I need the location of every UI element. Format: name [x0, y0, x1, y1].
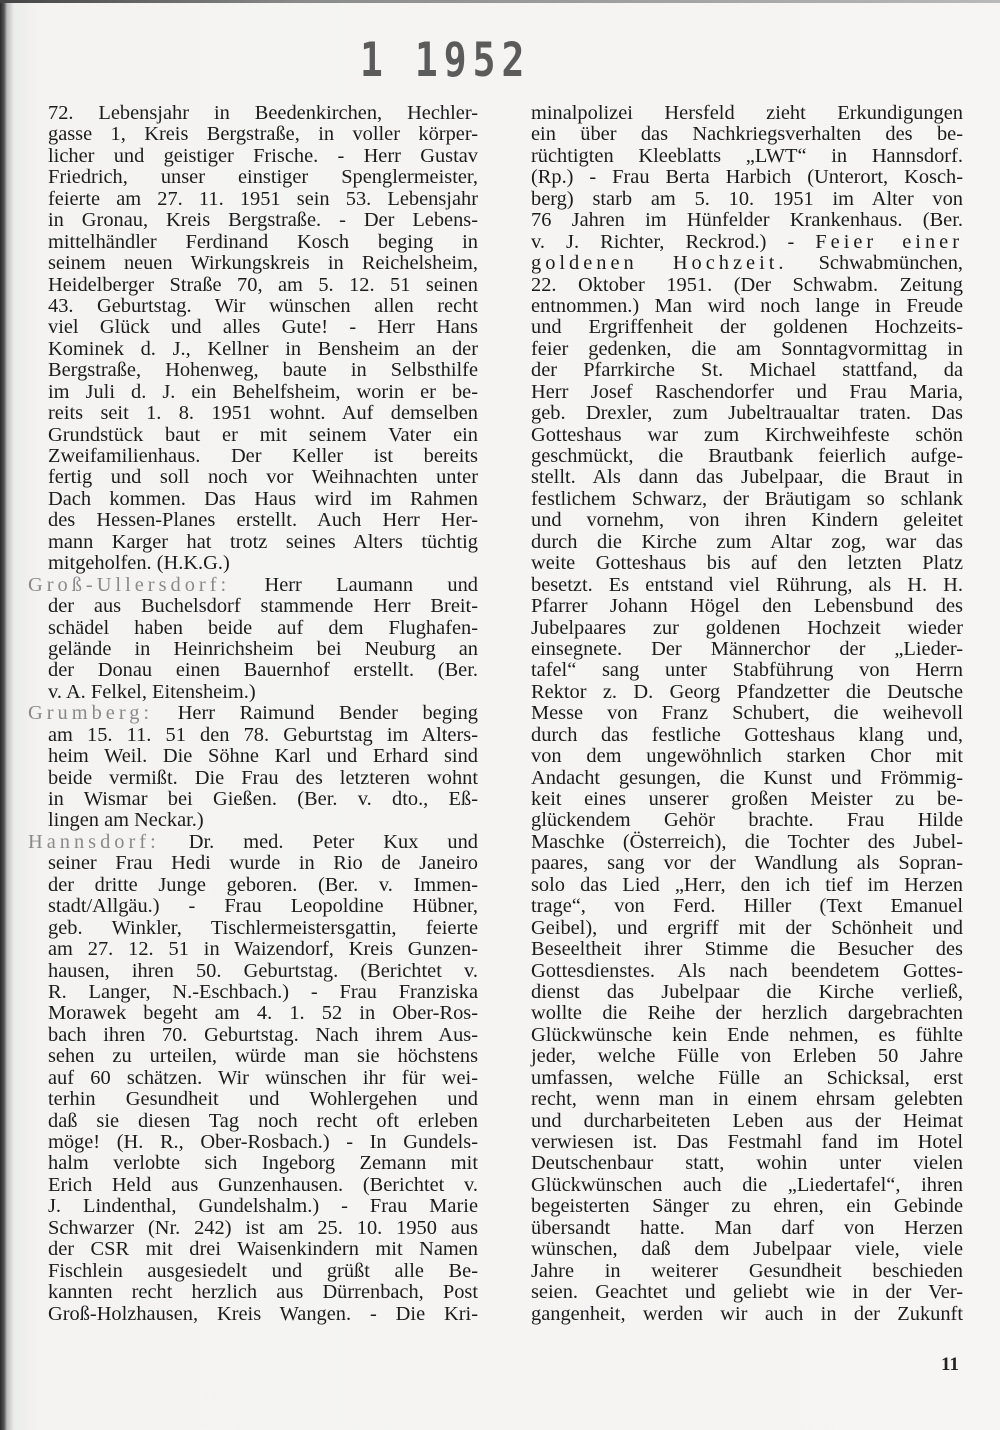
text-line: Groß-Holzhausen, Kreis Wangen. - Die Kri- [48, 1302, 478, 1325]
text-line: seien. Geachtet und geliebt wie in der Ver- [531, 1281, 963, 1304]
text-line: 72. Lebensjahr in Beedenkirchen, Hechler- [48, 102, 478, 124]
text-line: (Rp.) - Frau Berta Harbich (Unterort, Kosch- [531, 166, 963, 189]
entry-text: Herr Laumann und [264, 573, 478, 596]
text-line: kannten recht herzlich aus Dürrenbach, Post [48, 1281, 478, 1304]
place-name: Grumberg: [28, 702, 154, 725]
place-name: Groß-Ullersdorf: [28, 573, 231, 596]
text-line: paares, sang vor der Wandlung als Sopran- [531, 852, 963, 875]
text-line: Kominek d. J., Kellner in Bensheim an der [48, 337, 478, 360]
text-line: im Juli d. J. ein Behelfsheim, worin er be- [48, 380, 478, 403]
text-line: heim Weil. Die Söhne Karl und Erhard sind [48, 745, 478, 768]
entry-grumberg-body [48, 725, 478, 832]
left-intro-paragraph [48, 103, 478, 575]
text-line: reits seit 1. 8. 1951 wohnt. Auf demselben [48, 402, 478, 425]
text-line: umfassen, welche Fülle an Schicksal, erst [531, 1066, 963, 1089]
text-line: in Wismar bei Gießen. (Ber. v. dto., Eß- [48, 788, 478, 810]
text-line: Gotteshaus war zum Kirchweihfeste schön [531, 423, 963, 446]
text-line: gelände in Heinrichsheim bei Neuburg an [48, 637, 478, 660]
entry-first-line [28, 575, 478, 596]
text-line: trage“, von Ferd. Hiller (Text Emanuel [531, 895, 963, 918]
text-line: begeisterten Sänger zu ehren, ein Gebinde [531, 1195, 963, 1218]
text-line: des Hessen-Planes erstellt. Auch Herr Her- [48, 509, 478, 532]
text-line: Pfarrer Johann Högel den Lebensbund des [531, 595, 963, 618]
text-line: der CSR mit drei Waisenkindern mit Namen [48, 1238, 478, 1261]
right-column [531, 103, 963, 1325]
text-line: ein über das Nachkriegsverhalten des be- [531, 123, 963, 146]
text-line: Zweifamilienhaus. Der Keller ist bereits [48, 445, 478, 467]
text-line: mitgeholfen. (H.K.G.) [48, 552, 230, 575]
left-column [28, 102, 478, 1325]
text-line: halm verlobte sich Ingeborg Zemann mit [48, 1152, 478, 1175]
text-line: Glückwünsche kein Ende nehmen, es fühlte [531, 1023, 963, 1046]
place-name: Hannsdorf: [28, 830, 160, 853]
text-line: viel Glück und alles Gute! - Herr Hans [48, 316, 478, 339]
text-line: geb. Winkler, Tischlermeistersgattin, feierte [48, 916, 478, 939]
text-line: beide vermißt. Die Frau des letzteren wohnt [48, 766, 478, 789]
text-line: feier gedenken, die am Sonntagvormittag in [531, 337, 963, 360]
text-line: und vornehm, von ihren Kindern geleitet [531, 509, 963, 532]
text-line: stadt/Allgäu.) - Frau Leopoldine Hübner, [48, 895, 478, 918]
entry-hannsdorf [28, 832, 478, 853]
text-line: Rektor z. D. Georg Pfandzetter die Deutsche [531, 680, 963, 703]
entry-gross-ullersdorf-body [48, 596, 478, 703]
text-line: 76 Jahren im Hünfelder Krankenhaus. (Ber. [531, 209, 963, 232]
text-line: besetzt. Es entstand viel Rührung, als H. H. [531, 573, 963, 596]
text-line: 22. Oktober 1951. (Der Schwabm. Zeitung [531, 273, 963, 296]
text-line: übersandt hatte. Man darf von Herzen [531, 1216, 963, 1239]
text-line: Grundstück baut er mit seinem Vater ein [48, 423, 478, 446]
text-line: Andacht gesungen, die Kunst und Frömmig- [531, 766, 963, 789]
right-intro-paragraph [531, 103, 963, 232]
text-line: keit eines unserer großen Meister zu be- [531, 788, 963, 810]
text-line: Maschke (Österreich), die Tochter des Jubel- [531, 830, 963, 853]
text-line: tafel“ sang unter Stabführung von Herrn [531, 659, 963, 682]
heading-location-text: Schwabmünchen, [787, 252, 963, 275]
text-line: lingen am Neckar.) [48, 809, 204, 832]
entry-first-line [28, 703, 478, 724]
text-line: bach ihren 70. Geburtstag. Nach ihrem Aus- [48, 1023, 478, 1046]
text-line: seinem neuen Wirkungskreis in Reichelsheim, [48, 252, 478, 275]
text-line: Erich Held aus Gunzenhausen. (Berichtet v. [48, 1173, 478, 1196]
text-line: durch die Kirche zum Altar zog, war das [531, 530, 963, 553]
heading-prefix-text: v. J. Richter, Reckrod.) - [531, 230, 816, 253]
text-line: Gottesdienstes. Als nach beendetem Gottes- [531, 959, 963, 982]
entry-text: Herr Raimund Bender beging [177, 702, 478, 725]
text-line: fertig und soll noch vor Weihnachten unter [48, 466, 478, 489]
text-line: jeder, welche Fülle von Erleben 50 Jahre [531, 1045, 963, 1068]
text-line: v. A. Felkel, Eitensheim.) [48, 680, 256, 703]
text-line: recht, wenn man in einem ehrsam gelebten [531, 1088, 963, 1111]
text-line: einsegnete. Der Männerchor der „Lieder- [531, 637, 963, 660]
section-heading-part2: goldenen Hochzeit. [531, 252, 788, 275]
text-line: am 27. 12. 51 in Waizendorf, Kreis Gunzen- [48, 938, 478, 961]
text-line: der aus Buchelsdorf stammende Herr Breit- [48, 595, 478, 618]
text-line: wünschen, daß dem Jubelpaar viele, viele [531, 1238, 963, 1261]
page-number: 11 [941, 1354, 959, 1375]
text-line: rüchtigten Kleeblatts „LWT“ in Hannsdorf. [531, 144, 963, 167]
text-line: auf 60 schätzen. Wir wünschen ihr für wei- [48, 1066, 478, 1089]
text-line: Geibel), und ergriff mit der Schönheit und [531, 916, 963, 939]
section-heading-part1: Feier einer [815, 230, 963, 253]
text-line: geschmückt, die Brautbank feierlich aufge- [531, 445, 963, 467]
text-line: hausen, ihren 50. Geburtstag. (Berichtet v. [48, 959, 478, 982]
text-line: gasse 1, Kreis Bergstraße, in voller körper- [48, 123, 478, 146]
text-line: seiner Frau Hedi wurde in Rio de Janeiro [48, 852, 478, 875]
text-line: wollte die Reihe der herzlich dargebrachten [531, 1002, 963, 1025]
entry-gross-ullersdorf [28, 575, 478, 596]
text-line: licher und geistiger Frische. - Herr Gustav [48, 144, 478, 167]
text-line: Glückwünschen auch die „Liedertafel“, ihren [531, 1173, 963, 1196]
text-line: von dem ungewöhnlich starken Chor mit [531, 745, 963, 768]
entry-hannsdorf-body [48, 853, 478, 1325]
text-line: mittelhändler Ferdinand Kosch beging in [48, 230, 478, 253]
text-line: Dach kommen. Das Haus wird im Rahmen [48, 487, 478, 510]
text-line: der Donau einen Bauernhof erstellt. (Ber. [48, 659, 478, 682]
entry-grumberg [28, 703, 478, 724]
text-line: Heidelberger Straße 70, am 5. 12. 51 seinen [48, 273, 478, 296]
stamp-year: 1952 [414, 32, 531, 87]
text-line: daß sie diesen Tag noch recht oft erleben [48, 1109, 478, 1132]
text-line: Schwarzer (Nr. 242) ist am 25. 10. 1950 aus [48, 1216, 478, 1239]
text-line: R. Langer, N.-Eschbach.) - Frau Franziska [48, 980, 478, 1003]
text-line: und durcharbeiteten Leben aus der Heimat [531, 1109, 963, 1132]
golden-wedding-article [531, 275, 963, 1325]
text-line: der Pfarrkirche St. Michael stattfand, da [531, 359, 963, 382]
text-line: geb. Drexler, zum Jubeltraualtar traten. Das [531, 402, 963, 425]
entry-text: Dr. med. Peter Kux und [188, 830, 478, 853]
text-line: weite Gotteshaus bis auf den letzten Platz [531, 552, 963, 575]
heading-line-2 [531, 253, 963, 274]
stamp-issue-number: 1 [360, 32, 389, 87]
text-line: 43. Geburtstag. Wir wünschen allen recht [48, 294, 478, 317]
text-line: in Gronau, Kreis Bergstraße. - Der Lebens- [48, 209, 478, 232]
page-top-edge [0, 0, 1000, 3]
text-line: Morawek begeht am 4. 1. 52 in Ober-Ros- [48, 1002, 478, 1025]
text-line: glückendem Gehör brachte. Frau Hilde [531, 809, 963, 832]
text-line: Beseeltheit ihrer Stimme die Besucher des [531, 938, 963, 961]
issue-stamp [360, 32, 530, 87]
text-line: und Ergriffenheit der goldenen Hochzeits- [531, 316, 963, 339]
text-line: verwiesen ist. Das Festmahl fand im Hotel [531, 1131, 963, 1153]
text-line: dienst das Jubelpaar die Kirche verließ, [531, 980, 963, 1003]
text-line: feierte am 27. 11. 1951 sein 53. Lebensjahr [48, 187, 478, 210]
text-line: Fischlein ausgesiedelt und grüßt alle Be- [48, 1259, 478, 1282]
text-line: Deutschenbaur statt, wohin unter vielen [531, 1152, 963, 1175]
entry-first-line [28, 832, 478, 853]
text-line: sehen zu urteilen, würde man sie höchstens [48, 1045, 478, 1068]
text-line: der dritte Junge geboren. (Ber. v. Immen- [48, 873, 478, 896]
text-line: am 15. 11. 51 den 78. Geburtstag im Alters- [48, 723, 478, 746]
text-line: Messe von Franz Schubert, die weihevoll [531, 702, 963, 725]
text-line: minalpolizei Hersfeld zieht Erkundigungen [531, 102, 963, 124]
text-line: gangenheit, werden wir auch in der Zukunft [531, 1302, 963, 1325]
text-line: entnommen.) Man wird noch lange in Freude [531, 294, 963, 317]
text-line: durch das festliche Gotteshaus klang und, [531, 723, 963, 746]
text-line: J. Lindenthal, Gundelshalm.) - Frau Marie [48, 1195, 478, 1218]
text-line: festlichem Schwarz, der Bräutigam so schlank [531, 487, 963, 510]
text-line: terhin Gesundheit und Wohlergehen und [48, 1088, 478, 1111]
text-line: stellt. Als dann das Jubelpaar, die Braut in [531, 466, 963, 489]
text-line: mann Karger hat trotz seines Alters tüchtig [48, 530, 478, 553]
heading-line-1 [531, 232, 963, 253]
text-line: Jubelpaares zur goldenen Hochzeit wieder [531, 616, 963, 639]
text-line: berg) starb am 5. 10. 1951 im Alter von [531, 187, 963, 210]
text-line: Friedrich, unser einstiger Spenglermeister, [48, 166, 478, 189]
text-line: solo das Lied „Herr, den ich tief im Herzen [531, 873, 963, 896]
text-line: möge! (H. R., Ober-Rosbach.) - In Gundels- [48, 1131, 478, 1153]
text-line: schädel haben beide auf dem Flughafen- [48, 616, 478, 639]
text-line: Bergstraße, Hohenweg, baute in Selbsthilfe [48, 359, 478, 382]
text-line: Herr Josef Raschendorfer und Frau Maria, [531, 380, 963, 403]
text-line: Jahre in weiterer Gesundheit beschieden [531, 1259, 963, 1282]
